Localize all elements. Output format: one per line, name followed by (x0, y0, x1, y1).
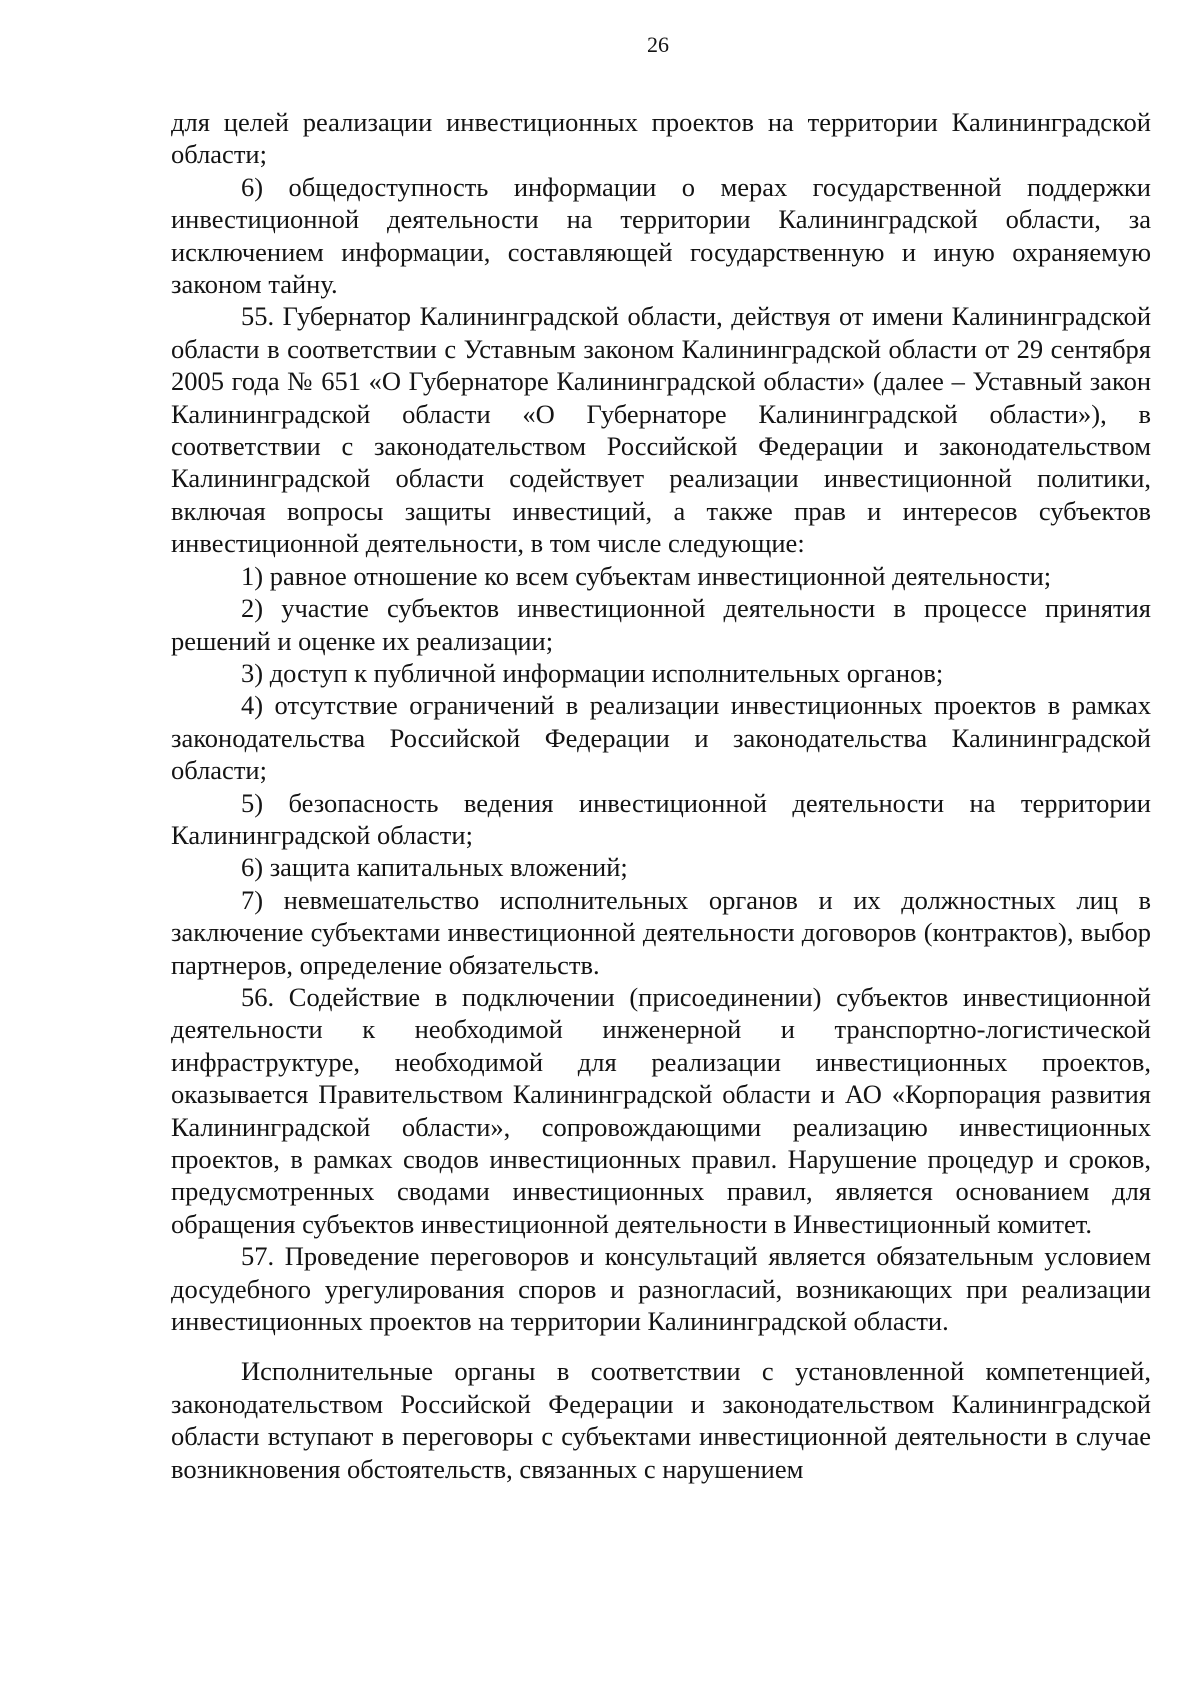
paragraph-executive-bodies: Исполнительные органы в соответствии с установленной компетенцией, законодательством Российской Федерации и законодательством Калининградской области вступают в переговоры с субъектами инвестиционной деятельности в случае возникновения обстоятельств, связанных с нарушением (171, 1356, 1151, 1484)
document-body (171, 106, 1151, 1485)
paragraph-item-1-equal-treatment: 1) равное отношение ко всем субъектам инвестиционной деятельности; (241, 560, 1052, 591)
paragraph-item-6-capital-protection: 6) защита капитальных вложений; (241, 852, 628, 883)
paragraph-section-55: 55. Губернатор Калининградской области, действуя от имени Калининградской области в соответствии с Уставным законом Калининградской области от 29 сентября 2005 года № 651 «О Губернаторе Калининградской области» (далее – Уставный закон Калининградской области «О Губернаторе Калининградской области»), в соответствии с законодательством Российской Федерации и законодательством Калининградской области содействует реализации инвестиционной политики, включая вопросы защиты инвестиций, а также прав и интересов субъектов инвестиционной деятельности, в том числе следующие: (171, 301, 1151, 559)
paragraph-item-5-safety: 5) безопасность ведения инвестиционной деятельности на территории Калининградской области; (171, 787, 1151, 850)
paragraph-item-2-participation: 2) участие субъектов инвестиционной деятельности в процессе принятия решений и оценке их реализации; (171, 593, 1151, 656)
paragraph-section-57: 57. Проведение переговоров и консультаций является обязательным условием досудебного урегулирования споров и разногласий, возникающих при реализации инвестиционных проектов на территории Калининградской области. (171, 1241, 1151, 1337)
paragraph-section-56: 56. Содействие в подключении (присоединении) субъектов инвестиционной деятельности к необходимой инженерной и транспортно-логистической инфраструктуре, необходимой для реализации инвестиционных проектов, оказывается Правительством Калининградской области и АО «Корпорация развития Калининградской области», сопровождающими реализацию инвестиционных проектов, в рамках сводов инвестиционных правил. Нарушение процедур и сроков, предусмотренных сводами инвестиционных правил, является основанием для обращения субъектов инвестиционной деятельности в Инвестиционный комитет. (171, 981, 1151, 1239)
paragraph-item-6-public-info: 6) общедоступность информации о мерах государственной поддержки инвестиционной деятельности на территории Калининградской области, за исключением информации, составляющей государственную и иную охраняемую законом тайну. (171, 171, 1151, 300)
paragraph-continuation: для целей реализации инвестиционных проектов на территории Калининградской области; (171, 107, 1151, 170)
paragraph-item-4-no-restrictions: 4) отсутствие ограничений в реализации инвестиционных проектов в рамках законодательства Российской Федерации и законодательства Калининградской области; (171, 690, 1151, 786)
page-number: 26 (647, 32, 669, 57)
paragraph-item-7-non-interference: 7) невмешательство исполнительных органов и их должностных лиц в заключение субъектами инвестиционной деятельности договоров (контрактов), выбор партнеров, определение обязательств. (171, 884, 1151, 980)
paragraph-item-3-access: 3) доступ к публичной информации исполнительных органов; (241, 657, 944, 688)
